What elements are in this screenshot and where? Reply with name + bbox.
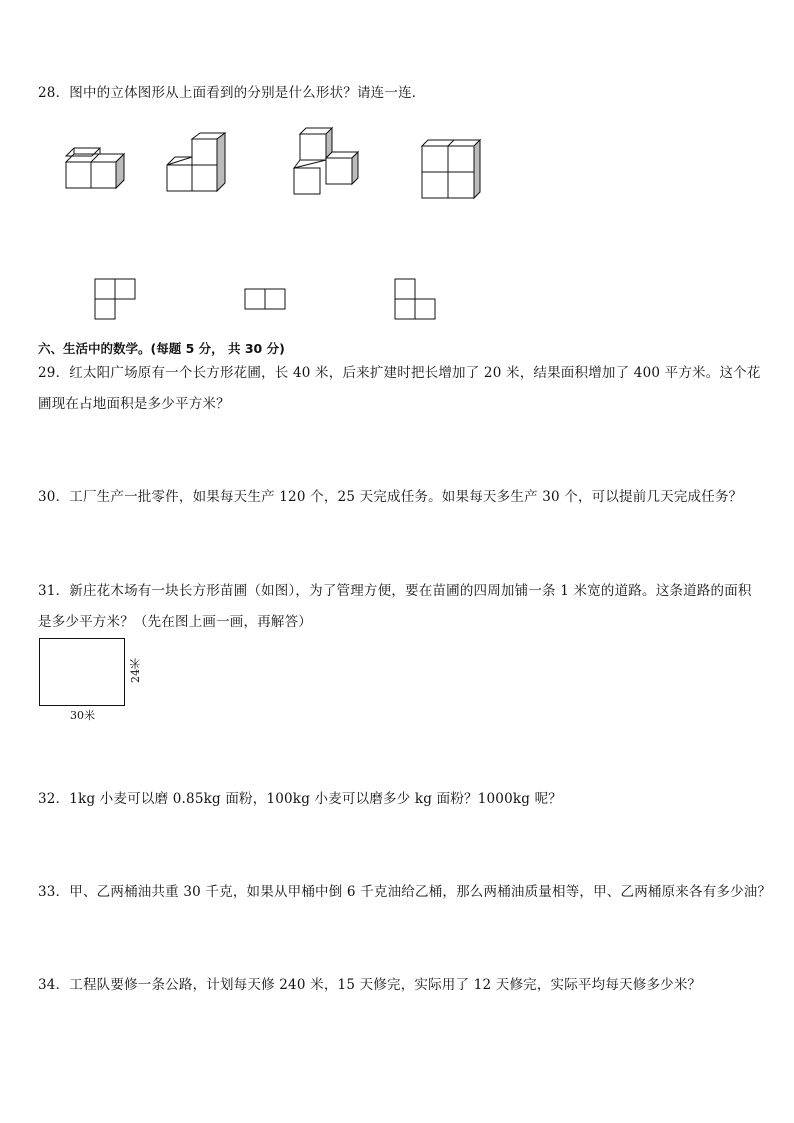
nursery-rectangle — [39, 638, 125, 706]
solid-figure-4 — [420, 136, 486, 202]
question-31-line-2: 是多少平方米？（先在图上画一画，再解答） — [38, 614, 312, 630]
question-34: 34．工程队要修一条公路，计划每天修 240 米，15 天修完，实际用了 12 天修完，实际平均每天修多少米？ — [38, 977, 702, 993]
question-29-line-1: 29．红太阳广场原有一个长方形花圃，长 40 米，后来扩建时把长增加了 20 米，结果面积增加了 400 平方米。这个花 — [38, 365, 761, 381]
question-29 — [38, 358, 761, 420]
question-31 — [38, 576, 752, 638]
solid-figure-3 — [290, 126, 362, 196]
rectangle-width-label: 30米 — [70, 709, 95, 722]
question-31-line-1: 31．新庄花木场有一块长方形苗圃（如图），为了管理方便，要在苗圃的四周加铺一条 1 米宽的道路。这条道路的面积 — [38, 583, 752, 599]
solid-figure-1 — [60, 140, 130, 192]
question-28: 28．图中的立体图形从上面看到的分别是什么形状？请连一连． — [38, 85, 426, 101]
rectangle-height-label: 24米 — [129, 658, 142, 683]
top-view-2 — [244, 288, 286, 310]
question-29-line-2: 圃现在占地面积是多少平方米？ — [38, 396, 230, 412]
question-30: 30．工厂生产一批零件，如果每天生产 120 个，25 天完成任务。如果每天多生产 30 个，可以提前几天完成任务？ — [38, 489, 743, 505]
question-33: 33．甲、乙两桶油共重 30 千克，如果从甲桶中倒 6 千克油给乙桶，那么两桶油质量相等，甲、乙两桶原来各有多少油？ — [38, 884, 772, 900]
solid-figure-2 — [162, 132, 232, 194]
top-view-1 — [94, 278, 136, 320]
top-view-3 — [394, 278, 436, 320]
section-heading: 六、生活中的数学。(每题 5 分， 共 30 分) — [38, 341, 285, 356]
question-32: 32．1kg 小麦可以磨 0.85kg 面粉，100kg 小麦可以磨多少 kg 面粉？1000kg 呢？ — [38, 791, 562, 807]
